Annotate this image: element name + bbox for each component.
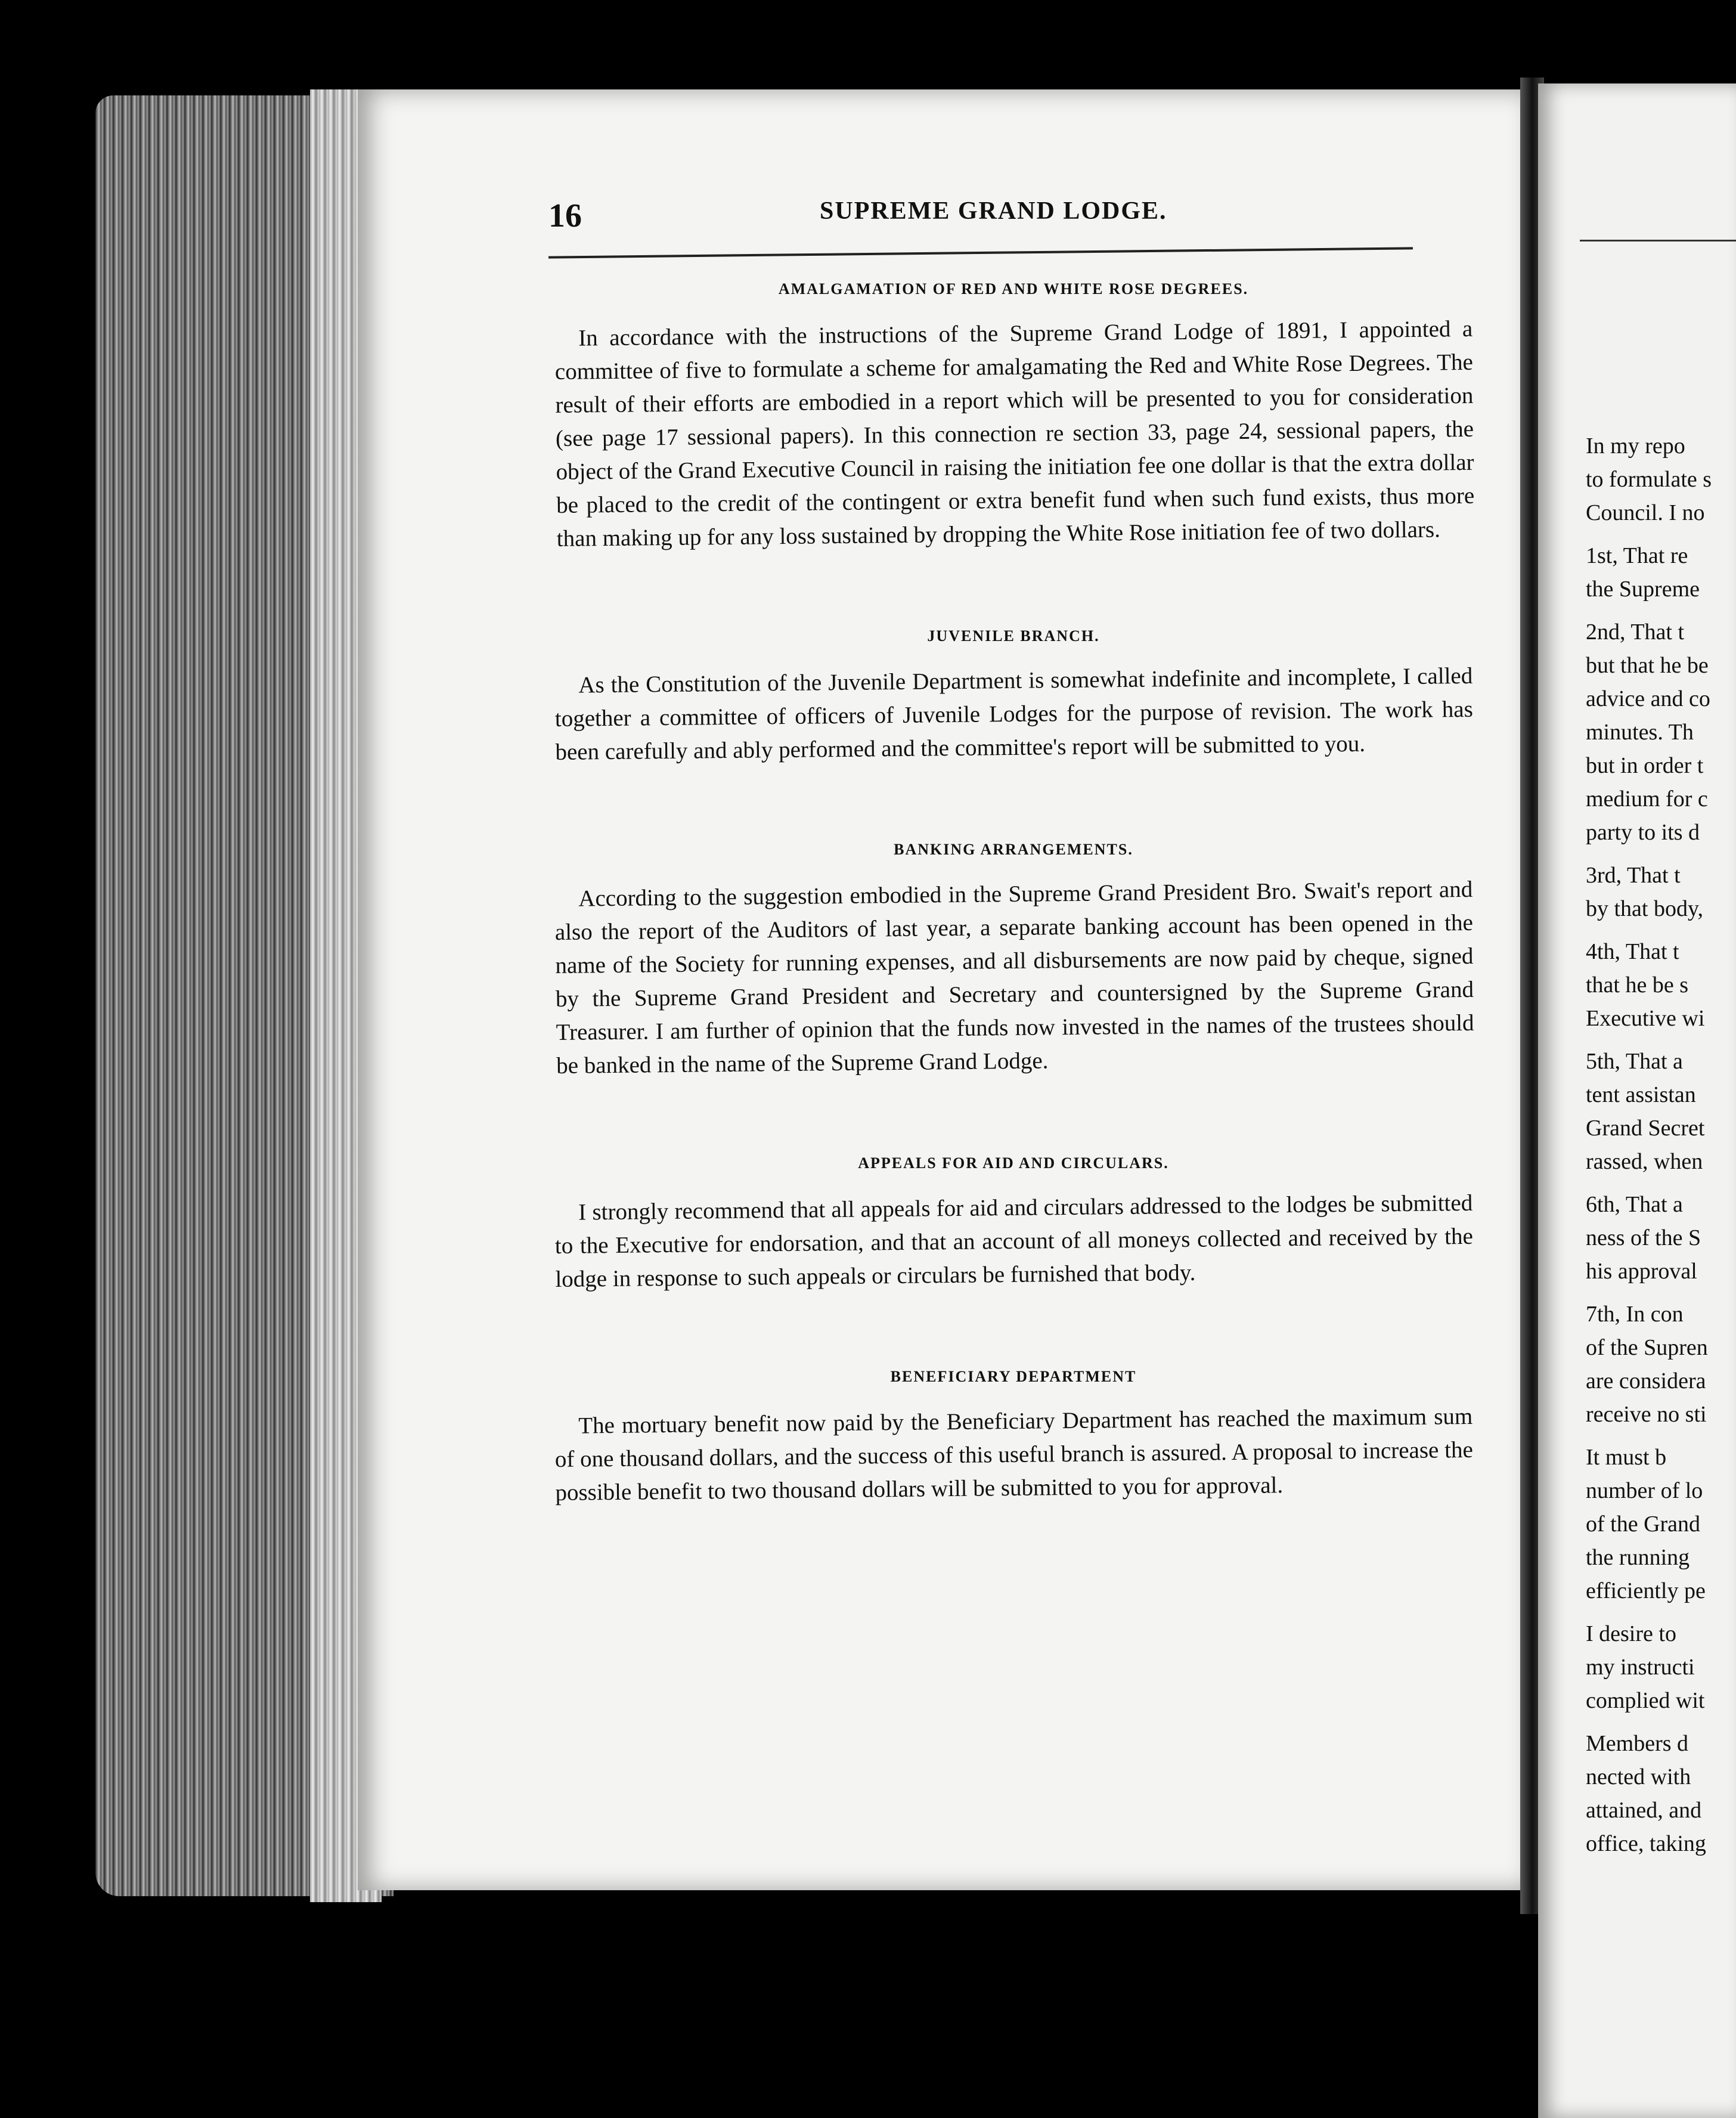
right-page-line: minutes. Th xyxy=(1586,720,1694,745)
right-page-line: 6th, That a xyxy=(1586,1192,1683,1217)
right-page-line: In my repo xyxy=(1586,433,1685,459)
line-gap xyxy=(1586,925,1736,935)
section-body: In accordance with the instructions of the Supreme Grand Lodge of 1891, I appointed a committee of five to formulate a scheme for amalgamating the Red and White Rose Degrees. The result of their efforts are embodied in a report which will be presented to you for consideration (see page 17 sessional papers). In this connection re section 33, page 24, sessional papers, the object of the Grand Executive Council in raising the initiation fee one dollar is that the extra dollar be placed to the credit of the contingent or extra benefit fund when such fund exists, thus more than making up for any loss sustained by dropping the White Rose initiation fee of two dollars. xyxy=(554,315,1475,552)
section-juvenile-branch xyxy=(554,627,1472,769)
section-heading: BENEFICIARY DEPARTMENT xyxy=(890,1368,1137,1385)
right-page-line: 4th, That t xyxy=(1586,939,1679,964)
section-banking-arrangements xyxy=(554,841,1472,1083)
line-gap xyxy=(1586,1717,1736,1727)
right-page-line: complied wit xyxy=(1586,1688,1705,1713)
right-page-line: party to its d xyxy=(1586,820,1700,845)
right-page-line: his approval xyxy=(1586,1259,1697,1284)
right-header-rule xyxy=(1580,240,1736,241)
right-page-line: but in order t xyxy=(1586,753,1704,778)
line-gap xyxy=(1586,1431,1736,1441)
right-page-line: medium for c xyxy=(1586,786,1708,812)
right-page-line: of the Supren xyxy=(1586,1335,1708,1360)
section-body: I strongly recommend that all appeals for aid and circulars addressed to the lodges be submitted to the Executive for endorsation, and that an account of all moneys collected and received by the lodge in response to such appeals or circulars be furnished that body. xyxy=(554,1190,1474,1292)
section-heading: JUVENILE BRANCH. xyxy=(927,627,1100,645)
right-page-line: office, taking xyxy=(1586,1831,1706,1856)
right-page-text xyxy=(1586,429,1736,1860)
section-heading: AMALGAMATION OF RED AND WHITE ROSE DEGREES. xyxy=(778,280,1249,298)
right-page-line: that he be s xyxy=(1586,973,1689,998)
right-page-line: are considera xyxy=(1586,1368,1706,1394)
right-page-line: to formulate s xyxy=(1586,467,1712,492)
line-gap xyxy=(1586,606,1736,615)
section-body: According to the suggestion embodied in the Supreme Grand President Bro. Swait's report and also the report of the Auditors of last year, a separate banking account has been opened in the name of the Society for running expenses, and all disbursements are now paid by cheque, signed by the Supreme Grand President and Secretary and countersigned by the Supreme Grand Treasurer. I am further of opinion that the funds now invested in the names of the trustees should be banked in the name of the Supreme Grand Lodge. xyxy=(554,876,1474,1079)
right-page-line: but that he be xyxy=(1586,653,1709,678)
right-page-line: nected with xyxy=(1586,1764,1691,1789)
line-gap xyxy=(1586,1608,1736,1617)
section-appeals xyxy=(554,1154,1472,1296)
right-page-line: 3rd, That t xyxy=(1586,863,1681,888)
right-page xyxy=(1538,83,1736,2118)
page-number: 16 xyxy=(548,197,582,234)
right-page-line: rassed, when xyxy=(1586,1149,1703,1174)
right-page-line: 5th, That a xyxy=(1586,1049,1683,1074)
line-gap xyxy=(1586,1178,1736,1188)
left-page xyxy=(358,89,1520,1890)
right-page-line: tent assistan xyxy=(1586,1082,1696,1107)
right-page-line: Members d xyxy=(1586,1731,1689,1756)
section-body: The mortuary benefit now paid by the Beneficiary Department has reached the maximum sum of one thousand dollars, and the success of this useful branch is assured. A proposal to increase the possible benefit to two thousand dollars will be submitted to you for approval. xyxy=(554,1403,1474,1506)
section-beneficiary xyxy=(554,1368,1472,1510)
right-page-line: my instructi xyxy=(1586,1655,1695,1680)
right-page-line: It must b xyxy=(1586,1445,1667,1470)
line-gap xyxy=(1586,1035,1736,1045)
right-page-line: Grand Secret xyxy=(1586,1116,1705,1141)
running-head: SUPREME GRAND LODGE. xyxy=(820,197,1167,225)
line-gap xyxy=(1586,530,1736,539)
right-page-line: 1st, That re xyxy=(1586,543,1688,568)
right-page-line: the Supreme xyxy=(1586,577,1700,602)
header-rule xyxy=(548,247,1413,258)
right-page-line: by that body, xyxy=(1586,896,1704,921)
right-page-line: efficiently pe xyxy=(1586,1578,1706,1603)
line-gap xyxy=(1586,849,1736,859)
section-amalgamation xyxy=(554,280,1475,556)
right-page-line: 7th, In con xyxy=(1586,1302,1684,1327)
line-gap xyxy=(1586,1288,1736,1298)
right-page-line: number of lo xyxy=(1586,1478,1703,1503)
section-heading: APPEALS FOR AID AND CIRCULARS. xyxy=(858,1154,1169,1172)
right-page-line: Council. I no xyxy=(1586,500,1705,525)
right-page-line: Executive wi xyxy=(1586,1006,1705,1031)
section-body: As the Constitution of the Juvenile Department is somewhat indefinite and incomplete, I called together a committee of officers of Juvenile Lodges for the purpose of revision. The work has been carefully and ably performed and the committee's report will be submitted to you. xyxy=(554,662,1474,765)
right-page-line: attained, and xyxy=(1586,1798,1702,1823)
right-page-line: the running xyxy=(1586,1545,1690,1570)
right-page-line: ness of the S xyxy=(1586,1225,1701,1250)
page-content xyxy=(554,280,1475,1510)
right-page-line: advice and co xyxy=(1586,686,1710,711)
section-heading: BANKING ARRANGEMENTS. xyxy=(894,841,1133,858)
right-page-line: of the Grand xyxy=(1586,1512,1701,1537)
right-page-line: receive no sti xyxy=(1586,1402,1707,1427)
right-page-line: I desire to xyxy=(1586,1621,1676,1646)
right-page-line: 2nd, That t xyxy=(1586,620,1685,645)
